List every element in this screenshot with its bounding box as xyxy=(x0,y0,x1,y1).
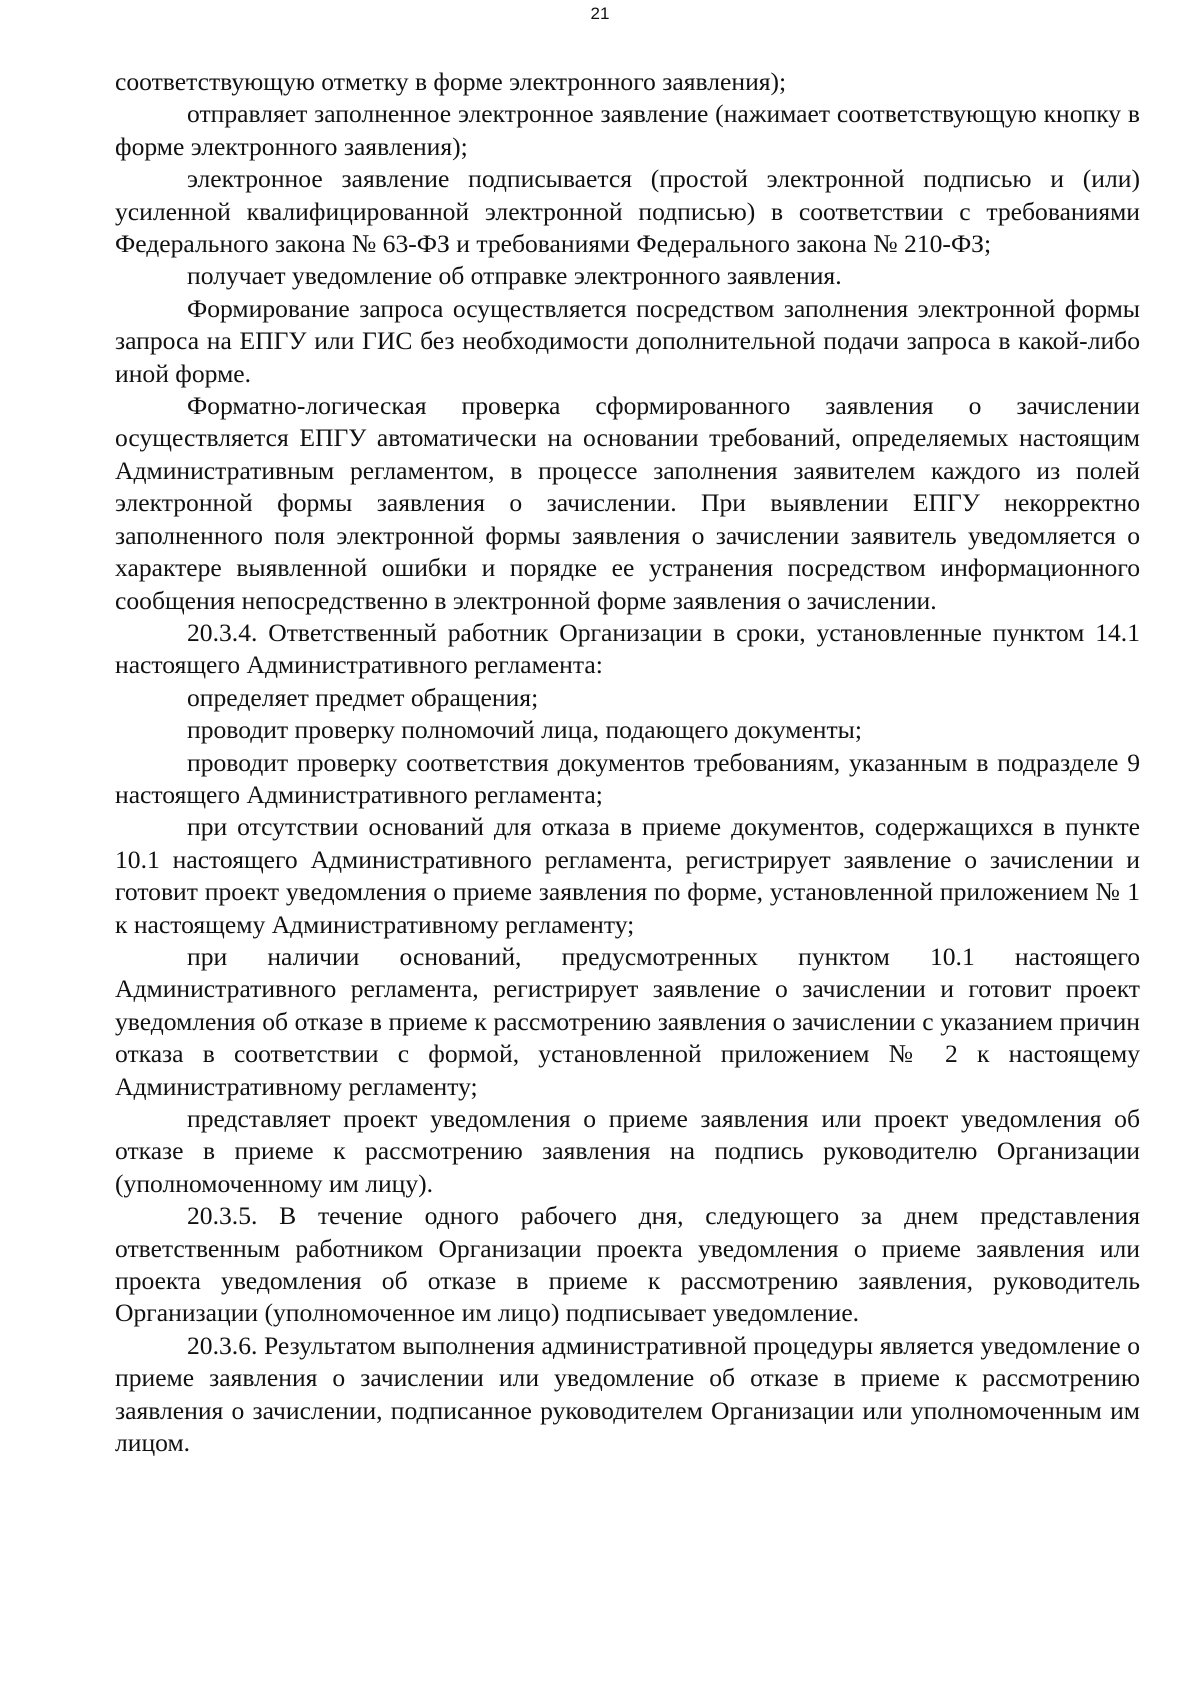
paragraph: Формирование запроса осуществляется посредством заполнения электронной формы запроса на ЕПГУ или ГИС без необходимости дополнительной подачи запроса в какой-либо иной форме. xyxy=(115,293,1140,388)
paragraph: при наличии оснований, предусмотренных пунктом 10.1 настоящего Административного регламента, регистрирует заявление о зачислении и готовит проект уведомления об отказе в приеме к рассмотрению заявления о зачислении с указанием причин отказа в соответствии с формой, установленной приложением № 2 к настоящему Административному регламенту; xyxy=(115,941,1140,1101)
paragraph: соответствующую отметку в форме электронного заявления); xyxy=(115,67,787,96)
paragraph: при отсутствии оснований для отказа в приеме документов, содержащихся в пункте 10.1 настоящего Административного регламента, регистрирует заявление о зачислении и готовит проект уведомления о приеме заявления по форме, установленной приложением № 1 к настоящему Административному регламенту; xyxy=(115,812,1140,939)
paragraph: представляет проект уведомления о приеме заявления или проект уведомления об отказе в приеме к рассмотрению заявления на подпись руководителю Организации (уполномоченному им лицу). xyxy=(115,1104,1140,1198)
page-number: 21 xyxy=(590,4,610,23)
paragraph: отправляет заполненное электронное заявление (нажимает соответствующую кнопку в форме электронного заявления); xyxy=(115,99,1140,161)
paragraph: 20.3.5. В течение одного рабочего дня, следующего за днем представления ответственным работником Организации проекта уведомления о приеме заявления или проекта уведомления об отказе в приеме к рассмотрению заявления, руководитель Организации (уполномоченное им лицо) подписывает уведомление. xyxy=(115,1201,1140,1328)
paragraph: Форматно-логическая проверка сформированного заявления о зачислении осуществляется ЕПГУ автоматически на основании требований, определяемых настоящим Административным регламентом, в процессе заполнения заявителем каждого из полей электронной формы заявления о зачислении. При выявлении ЕПГУ некорректно заполненного поля электронной формы заявления о зачислении заявитель уведомляется о характере выявленной ошибки и порядке ее устранения посредством информационного сообщения непосредственно в электронной форме заявления о зачислении. xyxy=(115,391,1140,615)
paragraph: получает уведомление об отправке электронного заявления. xyxy=(187,261,842,291)
paragraph: проводит проверку полномочий лица, подающего документы; xyxy=(187,715,862,745)
paragraph: проводит проверку соответствия документов требованиям, указанным в подразделе 9 настоящего Административного регламента; xyxy=(115,747,1140,809)
paragraph: определяет предмет обращения; xyxy=(187,682,539,712)
paragraph: электронное заявление подписывается (простой электронной подписью и (или) усиленной квалифицированной электронной подписью) в соответствии с требованиями Федерального закона № 63-ФЗ и требованиями Федерального закона № 210-ФЗ; xyxy=(115,164,1140,259)
paragraph: 20.3.4. Ответственный работник Организации в сроки, установленные пунктом 14.1 настоящего Административного регламента: xyxy=(115,617,1140,680)
paragraph: 20.3.6. Результатом выполнения административной процедуры является уведомление о приеме заявления о зачислении или уведомление об отказе в приеме к рассмотрению заявления о зачислении, подписанное руководителем Организации или уполномоченным им лицом. xyxy=(115,1330,1140,1458)
document-body xyxy=(115,66,1140,1459)
